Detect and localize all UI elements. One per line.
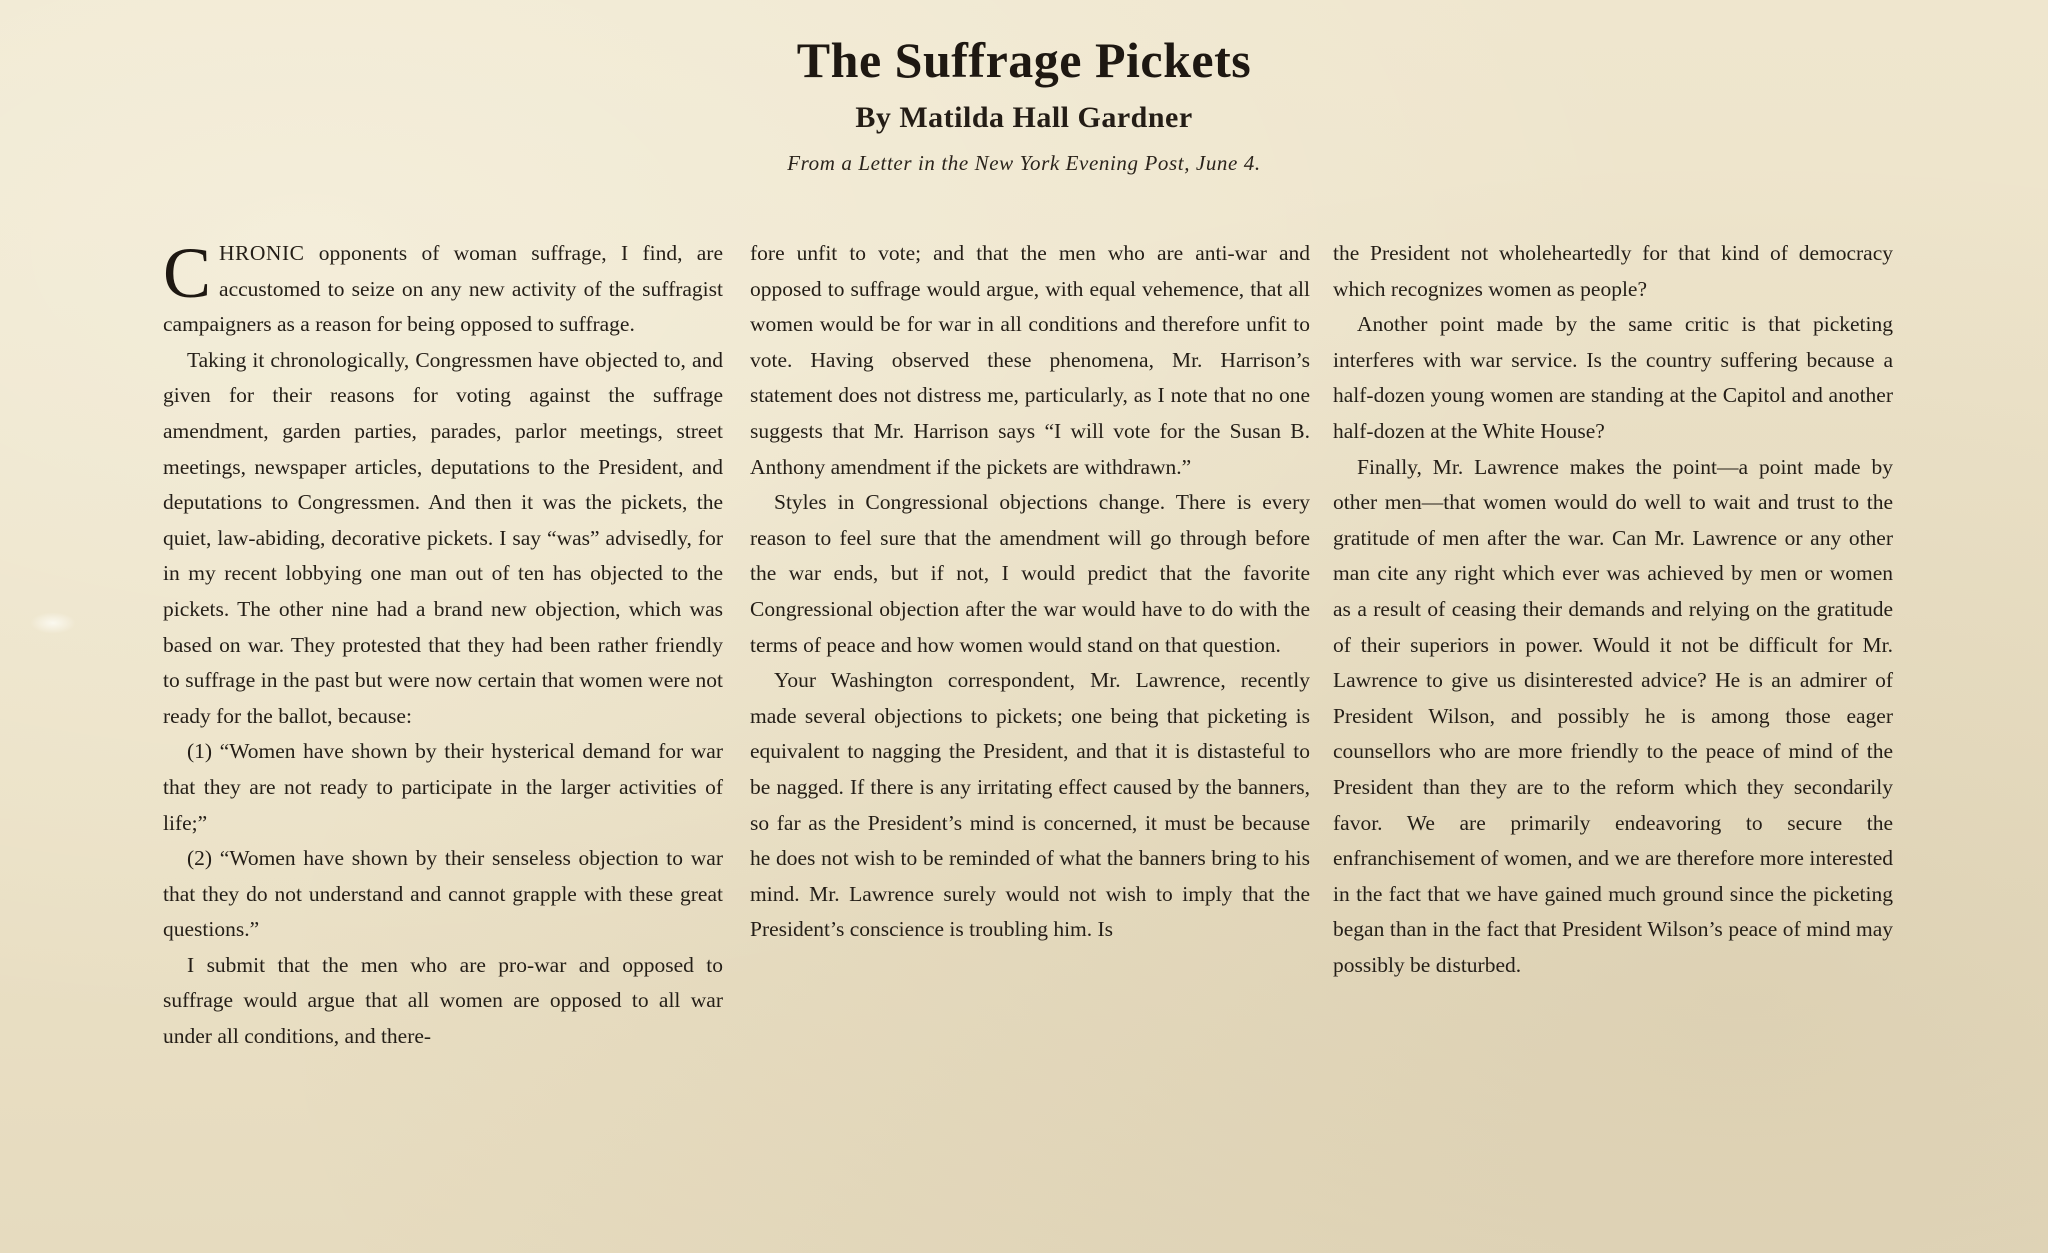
drop-cap: C: [163, 233, 212, 313]
paragraph: Taking it chronologically, Congressmen have objected to, and given for their reasons for voting against the suffrage amendment, garden parties, parades, parlor meetings, street meetings, newspaper articles, deputations to the President, and deputations to Congressmen. And then it was the pickets, the quiet, law-abiding, decorative pickets. I say “was” advisedly, for in my recent lobbying one man out of ten has objected to the pickets. The other nine had a brand new objection, which was based on war. They protested that they had been rather friendly to suffrage in the past but were now certain that women were not ready for the ballot, because:: [163, 347, 723, 728]
paragraph: Another point made by the same critic is that picketing interferes with war service. Is the country suffering because a half-dozen young women are standing at the Capitol and another half-dozen at the White House?: [1333, 312, 1893, 443]
article-title: The Suffrage Pickets: [796, 32, 1252, 88]
paragraph: I submit that the men who are pro-war and opposed to suffrage would argue that all women are opposed to all war under all conditions, and there-: [163, 952, 723, 1049]
paragraph: fore unfit to vote; and that the men who are anti-war and opposed to suffrage would argue, with equal vehemence, that all women would be for war in all conditions and therefore unfit to vote. Having observed these phenomena, Mr. Harrison’s statement does not distress me, particularly, as I note that no one suggests that Mr. Harrison says “I will vote for the Susan B. Anthony amendment if the pickets are withdrawn.”: [750, 241, 1310, 479]
article-header: [0, 28, 2048, 178]
text-column-3: [1333, 236, 1893, 983]
paragraph: (1) “Women have shown by their hysterical demand for war that they are not ready to participate in the larger activities of life;”: [163, 739, 723, 835]
paragraph: (2) “Women have shown by their senseless objection to war that they do not understand and cannot grapple with these great questions.”: [163, 846, 723, 942]
article-byline: By Matilda Hall Gardner: [855, 101, 1193, 134]
paragraph: [163, 233, 723, 343]
paragraph: the President not wholeheartedly for that kind of democracy which recognizes women as people?: [1333, 241, 1893, 301]
paragraph: Styles in Congressional objections change. There is every reason to feel sure that the amendment will go through before the war ends, but if not, I would predict that the favorite Congressional objection after the war would have to do with the terms of peace and how women would stand on that question.: [750, 490, 1310, 657]
paper-stain: [30, 612, 76, 634]
paragraph: Your Washington correspondent, Mr. Lawrence, recently made several objections to pickets; one being that picketing is equivalent to nagging the President, and that it is distasteful to be nagged. If there is any irritating effect caused by the banners, so far as the President’s mind is concerned, it must be because he does not wish to be reminded of what the banners bring to his mind. Mr. Lawrence surely would not wish to imply that the President’s conscience is troubling him. Is: [750, 668, 1310, 942]
paragraph: Finally, Mr. Lawrence makes the point—a point made by other men—that women would do well to wait and trust to the gratitude of men after the war. Can Mr. Lawrence or any other man cite any right which ever was achieved by men or women as a result of ceasing their demands and relying on the gratitude of their superiors in power. Would it not be difficult for Mr. Lawrence to give us disinterested advice? He is an admirer of President Wilson, and possibly he is among those eager counsellors who are more friendly to the peace of mind of the President than they are to the reform which they secondarily favor. We are primarily endeavoring to secure the enfranchisement of women, and we are therefore more interested in the fact that we have gained much ground since the picketing began than in the fact that President Wilson’s peace of mind may possibly be disturbed.: [1333, 454, 1893, 977]
text-column-1: [163, 233, 723, 1055]
text-column-2: [750, 236, 1310, 948]
article-source: From a Letter in the New York Evening Post, June 4.: [787, 151, 1261, 175]
paragraph-text: opponents of woman suffrage, I find, are accustomed to seize on any new activity of the suffragist campaigners as a reason for being opposed to suffrage.: [163, 241, 723, 337]
small-caps-lead: HRONIC: [219, 241, 305, 265]
